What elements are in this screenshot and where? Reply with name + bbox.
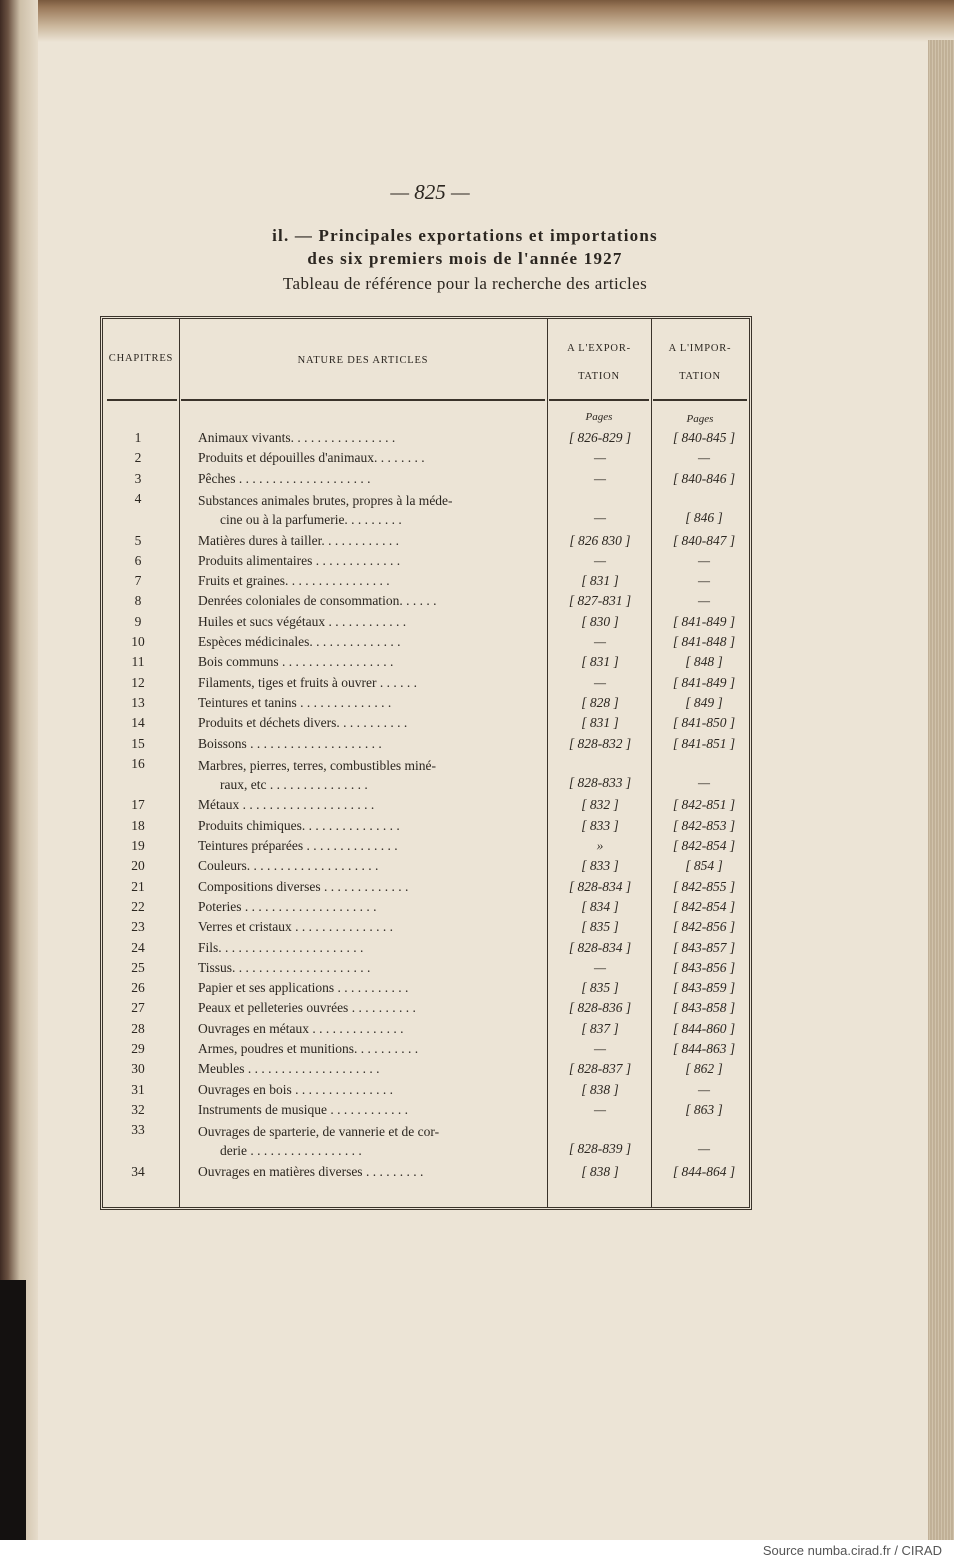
article-name [198, 1164, 544, 1180]
article-line: Denrées coloniales de consommation. . . . . . [198, 593, 437, 609]
article-name [198, 797, 544, 813]
article-line: Papier et ses applications . . . . . . . . . . . [198, 980, 409, 996]
article-line: Tissus. . . . . . . . . . . . . . . . . . . . . [198, 959, 371, 975]
header-rule-nature [181, 399, 545, 401]
export-pages: [ 837 ] [581, 1020, 619, 1036]
export-pages: [ 831 ] [581, 654, 619, 670]
article-name [198, 1041, 544, 1057]
article-line: Produits et dépouilles d'animaux. . . . . . . . [198, 450, 425, 466]
article-name [198, 879, 544, 895]
chapter-number: 32 [131, 1101, 145, 1117]
chapter-number: 26 [131, 980, 145, 996]
import-pages: [ 841-851 ] [672, 735, 736, 751]
import-pages: — [697, 1081, 710, 1097]
import-pages: [ 863 ] [685, 1101, 723, 1117]
export-pages: [ 832 ] [581, 797, 619, 813]
article-name [198, 919, 544, 935]
chapter-number: 27 [131, 1000, 145, 1016]
article-line: Verres et cristaux . . . . . . . . . . . . . . . [198, 919, 393, 935]
export-pages: — [593, 509, 606, 525]
article-line: Métaux . . . . . . . . . . . . . . . . . . . . [198, 797, 375, 813]
chapter-number: 10 [131, 634, 145, 649]
article-line: Fils. . . . . . . . . . . . . . . . . . . . . . [198, 939, 364, 955]
import-pages: [ 840-846 ] [672, 470, 736, 486]
export-pages: [ 828-836 ] [568, 1000, 632, 1016]
export-pages: — [593, 674, 606, 690]
import-pages: [ 841-848 ] [672, 634, 736, 649]
article-name [198, 675, 544, 691]
import-pages: — [697, 774, 710, 790]
article-name [198, 736, 544, 752]
import-pages: [ 844-863 ] [672, 1041, 736, 1056]
article-line-continued: cine ou à la parfumerie. . . . . . . . . [220, 511, 402, 527]
export-pages: [ 833 ] [581, 817, 619, 833]
header-chapitres: CHAPITRES [108, 353, 174, 364]
article-line: Teintures et tanins . . . . . . . . . . . . . . [198, 694, 392, 710]
column-divider-exportation [651, 319, 652, 1207]
chapter-number: 33 [131, 1122, 145, 1138]
chapter-number: 17 [131, 797, 145, 813]
chapter-number: 5 [134, 532, 142, 548]
export-pages: [ 834 ] [581, 898, 619, 914]
article-line: Bois communs . . . . . . . . . . . . . . . . . [198, 654, 394, 670]
export-pages: » [596, 838, 604, 853]
header-rule-importation [653, 399, 747, 401]
article-line: Poteries . . . . . . . . . . . . . . . . . . . . [198, 898, 377, 914]
column-divider-nature [547, 319, 548, 1207]
column-divider-chapitres [179, 319, 180, 1207]
import-pages: [ 841-849 ] [672, 674, 736, 690]
pages-label-exportation: Pages [585, 411, 613, 423]
export-pages: [ 831 ] [581, 715, 619, 731]
export-pages: [ 828-832 ] [568, 735, 632, 751]
import-pages: [ 842-855 ] [672, 878, 736, 894]
pages-label-importation: Pages [686, 413, 714, 425]
page-number: — 825 — [390, 180, 470, 204]
chapter-number: 1 [134, 430, 142, 445]
import-pages: [ 842-856 ] [672, 919, 736, 935]
article-name [198, 1122, 544, 1160]
article-line: Couleurs. . . . . . . . . . . . . . . . . . . . [198, 858, 379, 874]
chapter-number: 13 [131, 694, 145, 710]
export-pages: — [593, 1101, 606, 1117]
article-name [198, 838, 544, 854]
header-importation-line1: A L'IMPOR- [668, 343, 732, 354]
import-pages: [ 843-857 ] [672, 939, 736, 955]
article-line: Produits alimentaires . . . . . . . . . . . . . [198, 552, 401, 568]
chapter-number: 12 [131, 674, 145, 690]
article-name [198, 471, 544, 487]
article-name [198, 1000, 544, 1016]
article-name [198, 1061, 544, 1077]
import-pages: [ 862 ] [685, 1061, 723, 1077]
export-pages: — [593, 634, 606, 649]
article-line: Boissons . . . . . . . . . . . . . . . . . . . . [198, 735, 382, 751]
header-importation-line2: TATION [679, 371, 721, 382]
import-pages: [ 842-854 ] [672, 838, 736, 853]
chapter-number: 28 [131, 1020, 145, 1036]
chapter-number: 2 [134, 450, 142, 466]
title-line-2: des six premiers mois de l'année 1927 [307, 249, 623, 268]
article-line: Huiles et sucs végétaux . . . . . . . . . . . . [198, 613, 407, 629]
document-subtitle: Tableau de référence pour la recherche des articles [282, 274, 648, 293]
article-line: Ouvrages de sparterie, de vannerie et de cor- [198, 1124, 440, 1140]
page-top-edge [38, 0, 954, 42]
import-pages: — [697, 1141, 710, 1157]
export-pages: [ 838 ] [581, 1163, 619, 1179]
article-line: Ouvrages en matières diverses . . . . . . . . . [198, 1163, 424, 1179]
export-pages: [ 828 ] [581, 694, 619, 710]
chapter-number: 9 [134, 613, 142, 629]
article-line: Filaments, tiges et fruits à ouvrer . . . . . . [198, 674, 417, 690]
chapter-number: 16 [131, 755, 145, 771]
chapter-number: 31 [131, 1081, 145, 1097]
article-name [198, 818, 544, 834]
chapter-number: 21 [131, 878, 145, 894]
article-line-continued: raux, etc . . . . . . . . . . . . . . . [220, 776, 368, 792]
import-pages: — [697, 593, 710, 609]
chapter-number: 6 [134, 552, 142, 568]
article-name [198, 1102, 544, 1118]
chapter-number: 19 [131, 838, 145, 853]
article-line: Ouvrages en métaux . . . . . . . . . . . . . . [198, 1020, 404, 1036]
article-name [198, 960, 544, 976]
article-line: Armes, poudres et munitions. . . . . . . . . . [198, 1041, 419, 1056]
export-pages: — [593, 450, 606, 466]
page-stack-edge [928, 40, 954, 1540]
export-pages: [ 835 ] [581, 980, 619, 996]
chapter-number: 3 [134, 470, 142, 486]
article-line: Ouvrages en bois . . . . . . . . . . . . . . . [198, 1081, 393, 1097]
chapter-number: 4 [134, 490, 142, 506]
export-pages: [ 828-834 ] [568, 939, 632, 955]
chapter-number: 24 [131, 939, 145, 955]
chapter-number: 23 [131, 919, 145, 935]
import-pages: [ 842-853 ] [672, 817, 736, 833]
chapter-number: 20 [131, 858, 145, 874]
article-name [198, 756, 544, 794]
article-name [198, 858, 544, 874]
article-line: Produits chimiques. . . . . . . . . . . . . . . [198, 817, 400, 833]
export-pages: [ 828-834 ] [568, 878, 632, 894]
source-credit: Source numba.cirad.fr / CIRAD [762, 1543, 942, 1558]
article-line: Teintures préparées . . . . . . . . . . . . . . [198, 838, 398, 853]
export-pages: [ 828-833 ] [568, 774, 632, 790]
article-line: Espèces médicinales. . . . . . . . . . . . . . [198, 634, 401, 649]
article-line-continued: derie . . . . . . . . . . . . . . . . . [220, 1143, 362, 1159]
import-pages: [ 841-850 ] [672, 715, 736, 731]
export-pages: — [593, 470, 606, 486]
import-pages: [ 849 ] [685, 694, 723, 710]
import-pages: [ 844-864 ] [672, 1163, 736, 1179]
article-name [198, 430, 544, 446]
article-name [198, 980, 544, 996]
export-pages: [ 826-829 ] [568, 430, 632, 445]
chapter-number: 22 [131, 898, 145, 914]
export-pages: [ 838 ] [581, 1081, 619, 1097]
article-line: Marbres, pierres, terres, combustibles miné- [198, 757, 437, 773]
article-name [198, 1082, 544, 1098]
export-pages: [ 831 ] [581, 573, 619, 589]
article-name [198, 695, 544, 711]
article-line: Animaux vivants. . . . . . . . . . . . . . . . [198, 430, 396, 445]
article-name [198, 450, 544, 466]
article-line: Produits et déchets divers. . . . . . . . . . . [198, 715, 408, 731]
import-pages: [ 844-860 ] [672, 1020, 736, 1036]
article-name [198, 634, 544, 650]
export-pages: [ 826 830 ] [569, 532, 631, 548]
import-pages: — [697, 573, 710, 589]
chapter-number: 14 [131, 715, 145, 731]
article-name [198, 654, 544, 670]
header-exportation-line1: A L'EXPOR- [567, 343, 631, 354]
export-pages: — [593, 1041, 606, 1056]
import-pages: [ 840-847 ] [672, 532, 736, 548]
article-line: Pêches . . . . . . . . . . . . . . . . . . . . [198, 470, 371, 486]
header-exportation-line2: TATION [578, 371, 620, 382]
import-pages: [ 840-845 ] [672, 430, 736, 445]
book-binding-shadow [0, 1280, 26, 1540]
import-pages: [ 842-854 ] [672, 898, 736, 914]
chapter-number: 18 [131, 817, 145, 833]
export-pages: [ 830 ] [581, 613, 619, 629]
article-line: Compositions diverses . . . . . . . . . . . . . [198, 878, 409, 894]
header-nature: NATURE DES ARTICLES [297, 355, 429, 366]
import-pages: [ 846 ] [685, 509, 723, 525]
article-line: Peaux et pelleteries ouvrées . . . . . . . . . . [198, 1000, 416, 1016]
article-name [198, 593, 544, 609]
article-name [198, 614, 544, 630]
article-line: Substances animales brutes, propres à la méde- [198, 492, 453, 508]
chapter-number: 11 [131, 654, 145, 670]
article-line: Matières dures à tailler. . . . . . . . . . . . [198, 532, 399, 548]
import-pages: [ 843-859 ] [672, 980, 736, 996]
import-pages: [ 842-851 ] [672, 797, 736, 813]
chapter-number: 34 [131, 1163, 145, 1179]
export-pages: [ 828-839 ] [568, 1141, 632, 1157]
import-pages: — [697, 552, 710, 568]
export-pages: [ 827-831 ] [568, 593, 632, 609]
chapter-number: 15 [131, 735, 145, 751]
import-pages: [ 841-849 ] [672, 613, 736, 629]
article-name [198, 533, 544, 549]
header-rule-chapitres [107, 399, 177, 401]
article-name [198, 1021, 544, 1037]
export-pages: — [593, 552, 606, 568]
article-line: Fruits et graines. . . . . . . . . . . . . . . . [198, 573, 390, 589]
chapter-number: 30 [131, 1061, 145, 1077]
chapter-number: 25 [131, 959, 145, 975]
import-pages: — [697, 450, 710, 466]
import-pages: [ 848 ] [685, 654, 723, 670]
article-name [198, 940, 544, 956]
export-pages: [ 833 ] [581, 858, 619, 874]
chapter-number: 8 [134, 593, 142, 609]
import-pages: [ 854 ] [685, 858, 723, 874]
article-name [198, 899, 544, 915]
title-line-1: il. — Principales exportations et importations [272, 226, 658, 245]
article-line: Instruments de musique . . . . . . . . . . . . [198, 1101, 408, 1117]
header-rule-exportation [549, 399, 649, 401]
export-pages: [ 828-837 ] [568, 1061, 632, 1077]
chapter-number: 29 [131, 1041, 145, 1056]
document-title [120, 224, 810, 270]
import-pages: [ 843-858 ] [672, 1000, 736, 1016]
import-pages: [ 843-856 ] [672, 959, 736, 975]
article-name [198, 573, 544, 589]
article-name [198, 553, 544, 569]
article-name [198, 491, 544, 529]
export-pages: [ 835 ] [581, 919, 619, 935]
export-pages: — [593, 959, 606, 975]
article-line: Meubles . . . . . . . . . . . . . . . . . . . . [198, 1061, 380, 1077]
article-name [198, 715, 544, 731]
chapter-number: 7 [134, 573, 142, 589]
